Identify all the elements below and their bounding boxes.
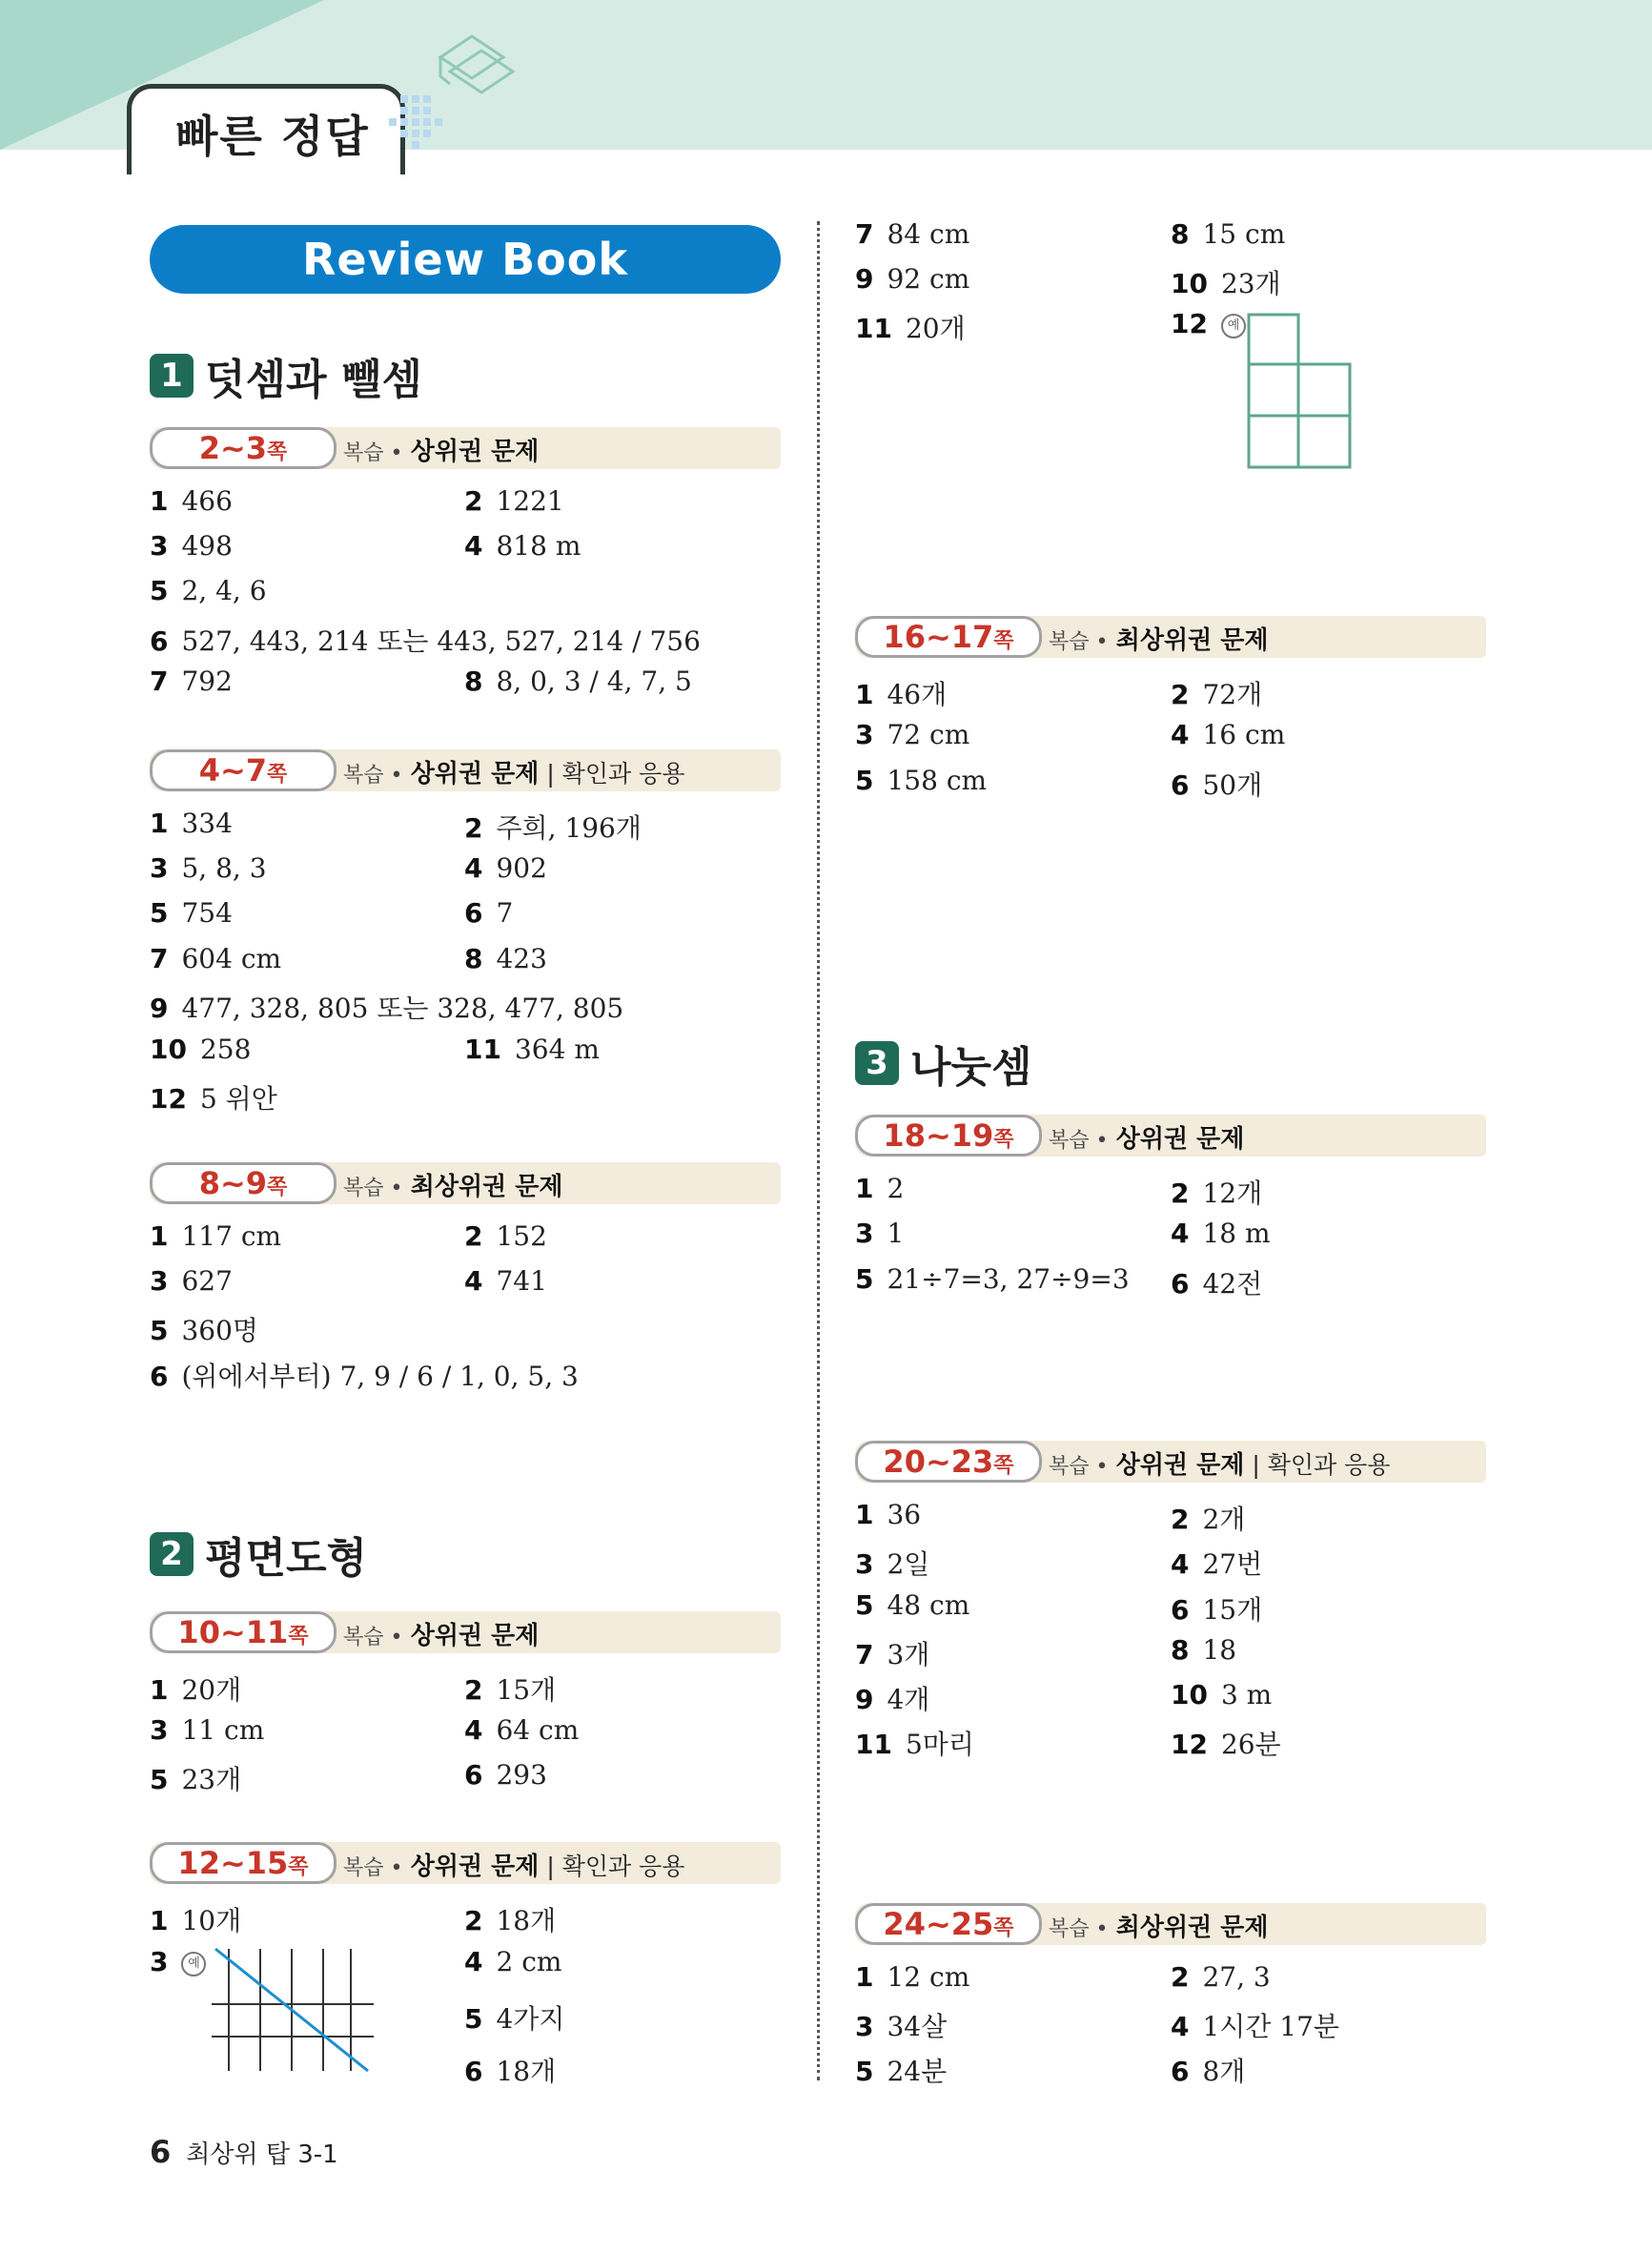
answer-item: 6 7 xyxy=(464,897,514,929)
section-label: 복습 • 상위권 문제 xyxy=(1049,1125,1245,1154)
answer-item: 2 1221 xyxy=(464,485,564,517)
answer-item: 6 8개 xyxy=(1171,2056,1246,2087)
answer-item: 5 158 cm xyxy=(855,765,988,796)
answer-item: 8 15 cm xyxy=(1171,218,1286,250)
answer-item: 11 20개 xyxy=(855,313,966,344)
page-range-pill: 8~9쪽 xyxy=(150,1162,337,1204)
answer-item: 4 741 xyxy=(464,1265,547,1297)
answer-item: 3 11 cm xyxy=(150,1714,265,1746)
chapter-number-badge: 2 xyxy=(150,1532,194,1576)
answer-item: 6 18개 xyxy=(464,2056,557,2087)
answer-item: 6 527, 443, 214 또는 443, 527, 214 / 756 xyxy=(150,625,701,657)
answer-item: 12 5 위안 xyxy=(150,1083,277,1115)
chapter-1-heading xyxy=(150,345,422,406)
page-range-pill: 16~17쪽 xyxy=(855,616,1042,658)
answer-item: 1 46개 xyxy=(855,679,948,710)
chapter-title: 덧셈과 뺄셈 xyxy=(205,356,422,404)
answer-item: 1 466 xyxy=(150,485,233,517)
section-label: 복습 • 상위권 문제 | 확인과 응용 xyxy=(343,760,685,789)
answer-item: 12 26분 xyxy=(1171,1729,1281,1760)
section-label: 복습 • 상위권 문제 | 확인과 응용 xyxy=(343,1853,685,1881)
section-header xyxy=(150,427,781,471)
answer-item: 6 42전 xyxy=(1171,1268,1263,1300)
answer-item: 1 117 cm xyxy=(150,1220,282,1252)
answer-item: 5 23개 xyxy=(150,1764,242,1795)
answer-item: 4 818 m xyxy=(464,530,581,562)
answer-item: 12 예 xyxy=(1171,308,1246,339)
answer-item: 1 12 cm xyxy=(855,1961,970,1993)
answer-item: 2 152 xyxy=(464,1220,547,1252)
page-range-pill: 24~25쪽 xyxy=(855,1903,1042,1945)
answer-item: 1 334 xyxy=(150,808,233,839)
answer-item: 4 16 cm xyxy=(1171,719,1286,750)
section-label: 복습 • 상위권 문제 xyxy=(343,1622,540,1650)
answer-item: 3 627 xyxy=(150,1265,233,1297)
answer-item: 7 3개 xyxy=(855,1639,930,1670)
section-header xyxy=(855,1115,1486,1158)
answer-item: 8 18 xyxy=(1171,1634,1237,1666)
section-header xyxy=(150,1611,781,1655)
answer-item: 10 258 xyxy=(150,1034,252,1065)
section-header xyxy=(150,749,781,793)
section-header xyxy=(150,1842,781,1886)
answer-item: 4 64 cm xyxy=(464,1714,580,1746)
plus-decoration-icon xyxy=(381,29,524,153)
answer-item: 2 27, 3 xyxy=(1171,1961,1271,1993)
answer-item: 9 4개 xyxy=(855,1684,930,1715)
answer-item: 3 5, 8, 3 xyxy=(150,852,267,884)
section-label: 복습 • 최상위권 문제 xyxy=(1049,1914,1269,1942)
section-header xyxy=(855,616,1486,660)
chapter-number-badge: 1 xyxy=(150,354,194,398)
example-mark-icon: 예 xyxy=(181,1952,206,1976)
answer-item: 2 2개 xyxy=(1171,1504,1246,1535)
section-header xyxy=(150,1162,781,1206)
section-label: 복습 • 최상위권 문제 xyxy=(1049,626,1269,655)
answer-item: 3 예 xyxy=(150,1946,206,1977)
section-header xyxy=(855,1903,1486,1947)
answer-item: 5 24분 xyxy=(855,2056,948,2087)
section-header xyxy=(855,1441,1486,1485)
answer-item: 5 48 cm xyxy=(855,1589,970,1621)
answer-item: 8 423 xyxy=(464,943,547,974)
answer-item: 2 주희, 196개 xyxy=(464,812,642,844)
answer-item: 7 792 xyxy=(150,666,233,697)
answer-item: 5 4가지 xyxy=(464,2003,565,2035)
page-range-pill: 4~7쪽 xyxy=(150,749,337,791)
answer-item: 5 21÷7=3, 27÷9=3 xyxy=(855,1263,1130,1295)
answer-item: 3 72 cm xyxy=(855,719,970,750)
chapter-number-badge: 3 xyxy=(855,1041,899,1085)
answer-item: 3 498 xyxy=(150,530,233,562)
answer-item: 1 10개 xyxy=(150,1905,242,1936)
page-range-pill: 2~3쪽 xyxy=(150,427,337,469)
answer-item: 6 293 xyxy=(464,1759,547,1791)
page-range-pill: 18~19쪽 xyxy=(855,1115,1042,1157)
answer-item: 4 1시간 17분 xyxy=(1171,2011,1339,2042)
answer-item: 4 902 xyxy=(464,852,547,884)
answer-item: 2 18개 xyxy=(464,1905,557,1936)
book-title: 최상위 탑 3-1 xyxy=(186,2140,338,2169)
page-range-pill: 12~15쪽 xyxy=(150,1842,337,1884)
review-book-banner: Review Book xyxy=(150,225,781,294)
answer-item: 6 50개 xyxy=(1171,769,1263,801)
answer-item: 6 (위에서부터) 7, 9 / 6 / 1, 0, 5, 3 xyxy=(150,1361,579,1392)
answer-item: 3 1 xyxy=(855,1218,905,1249)
page-range-pill: 20~23쪽 xyxy=(855,1441,1042,1483)
answer-item: 11 5마리 xyxy=(855,1729,974,1760)
column-divider xyxy=(817,221,820,2080)
answer-item: 4 18 m xyxy=(1171,1218,1271,1249)
answer-item: 3 2일 xyxy=(855,1548,930,1580)
answer-item: 8 8, 0, 3 / 4, 7, 5 xyxy=(464,666,692,697)
answer-item: 2 72개 xyxy=(1171,679,1263,710)
answer-item: 9 477, 328, 805 또는 328, 477, 805 xyxy=(150,993,624,1024)
example-mark-icon: 예 xyxy=(1221,314,1246,338)
page-title: 빠른 정답 xyxy=(175,111,370,162)
answer-item: 5 754 xyxy=(150,897,233,929)
answer-item: 4 2 cm xyxy=(464,1946,562,1977)
answer-item: 9 92 cm xyxy=(855,263,970,295)
answer-item: 11 364 m xyxy=(464,1034,600,1065)
answer-item: 5 2, 4, 6 xyxy=(150,575,267,606)
grid-line-diagram xyxy=(208,1945,379,2079)
answer-item: 1 36 xyxy=(855,1499,922,1530)
page-number: 6 xyxy=(150,2134,172,2170)
chapter-2-heading xyxy=(150,1524,367,1585)
square-arrangement-diagram xyxy=(1245,311,1354,471)
answer-item: 5 360명 xyxy=(150,1315,258,1346)
section-label: 복습 • 상위권 문제 | 확인과 응용 xyxy=(1049,1451,1391,1480)
page-footer xyxy=(150,2134,338,2170)
answer-item: 1 2 xyxy=(855,1173,905,1204)
answer-item: 1 20개 xyxy=(150,1674,242,1706)
chapter-title: 평면도형 xyxy=(205,1534,368,1583)
answer-item: 10 23개 xyxy=(1171,268,1281,299)
answer-item: 7 604 cm xyxy=(150,943,282,974)
answer-item: 3 34살 xyxy=(855,2011,948,2042)
answer-item: 2 15개 xyxy=(464,1674,557,1706)
answer-item: 10 3 m xyxy=(1171,1679,1273,1710)
chapter-title: 나눗셈 xyxy=(910,1043,1032,1092)
answer-item: 2 12개 xyxy=(1171,1178,1263,1209)
answer-item: 7 84 cm xyxy=(855,218,970,250)
section-label: 복습 • 상위권 문제 xyxy=(343,438,540,466)
header-tab xyxy=(127,84,405,174)
answer-item: 4 27번 xyxy=(1171,1548,1263,1580)
answer-item: 6 15개 xyxy=(1171,1594,1263,1626)
section-label: 복습 • 최상위권 문제 xyxy=(343,1173,563,1201)
page-range-pill: 10~11쪽 xyxy=(150,1611,337,1653)
chapter-3-heading xyxy=(855,1033,1032,1094)
